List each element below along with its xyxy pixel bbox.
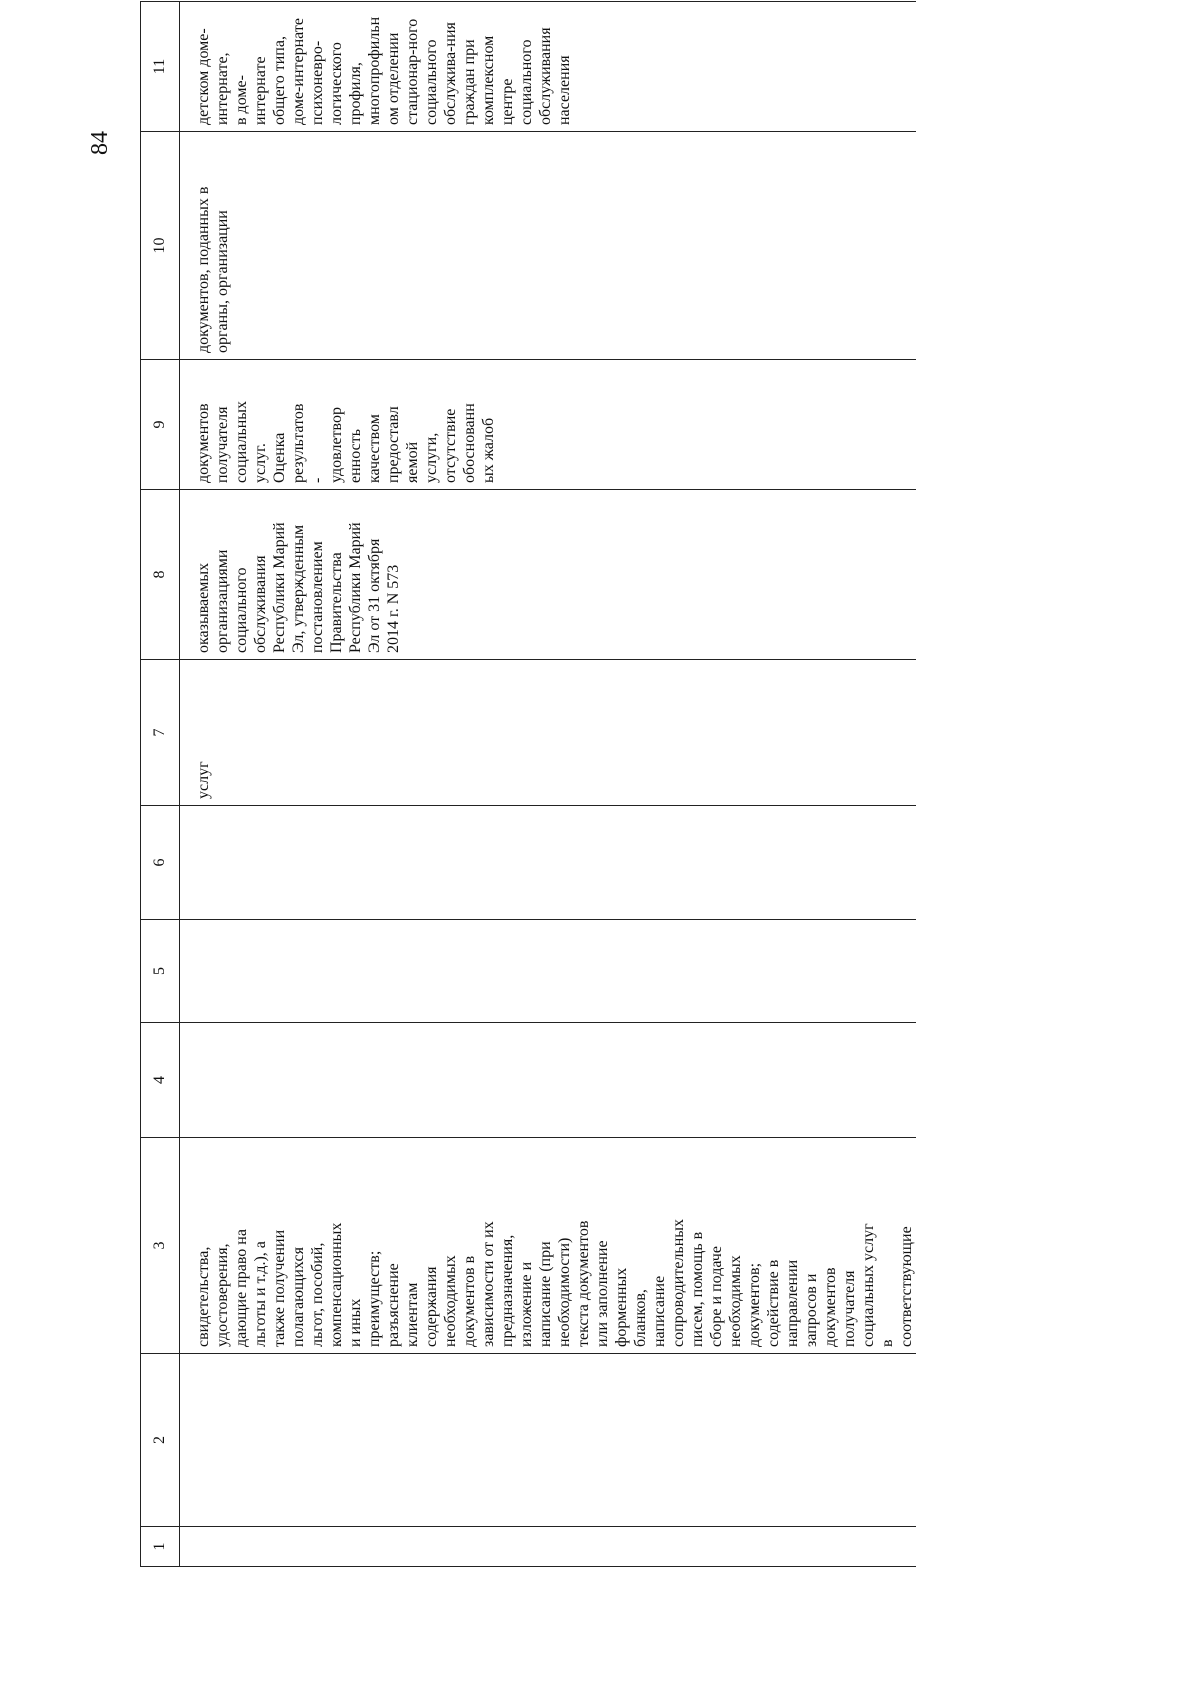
cell-text-10: документов, поданных в органы, организации <box>195 186 231 353</box>
col-header-11: 11 <box>141 2 180 132</box>
col-header-9: 9 <box>141 360 180 490</box>
col-header-3: 3 <box>141 1138 180 1354</box>
cell-text-3: свидетельства, удостоверения, дающие право на льготы и т.д.), а также получении полагающихся льгот, пособий, компенсационных и иных преимуществ; разъяснение клиентам содержания необходимых документов в зависимости от их предназначения, изложение и написание (при необходимости) текста документов или заполнение форменных бланков, написание сопроводительных писем, помощь в сборе и подаче необходимых документов; содействие в направлении запросов и документов получателя социальных услуг в соответствующие <box>195 1218 915 1347</box>
cell-col-1 <box>180 1527 917 1567</box>
cell-col-8 <box>180 490 917 660</box>
cell-col-3 <box>180 1138 917 1354</box>
cell-text-9: документов получателя социальных услуг. Оценка результатов - удовлетвор енность качеством предоставл яемой услуги, отсутствие обоснованн ых жалоб <box>195 400 497 483</box>
col-header-10: 10 <box>141 132 180 360</box>
cell-col-11 <box>180 2 917 132</box>
header-row <box>141 2 180 1567</box>
cell-text-7: услуг <box>195 761 212 799</box>
services-table <box>140 1 916 1567</box>
col-header-5: 5 <box>141 920 180 1023</box>
table-row <box>180 2 917 1567</box>
cell-text-11: детском доме- интернате, в доме- интернате общего типа, доме-интернате психоневро- логического профиля, многопрофильн ом отделении стационар-ного социального обслужива-ния граждан при комплексном центре социального обслуживания населения <box>195 16 573 125</box>
cell-col-6 <box>180 806 917 920</box>
cell-text-8: оказываемых организациями социального обслуживания Республики Марий Эл, утвержденным постановлением Правительства Республики Марий Эл от 31 октября 2014 г. N 573 <box>195 522 402 653</box>
cell-col-7 <box>180 660 917 806</box>
col-header-1: 1 <box>141 1527 180 1567</box>
page-number: 84 <box>87 131 113 155</box>
cell-col-10 <box>180 132 917 360</box>
cell-col-2 <box>180 1354 917 1527</box>
col-header-7: 7 <box>141 660 180 806</box>
cell-col-4 <box>180 1023 917 1138</box>
cell-col-9 <box>180 360 917 490</box>
col-header-6: 6 <box>141 806 180 920</box>
cell-col-5 <box>180 920 917 1023</box>
col-header-2: 2 <box>141 1354 180 1527</box>
col-header-4: 4 <box>141 1023 180 1138</box>
col-header-8: 8 <box>141 490 180 660</box>
